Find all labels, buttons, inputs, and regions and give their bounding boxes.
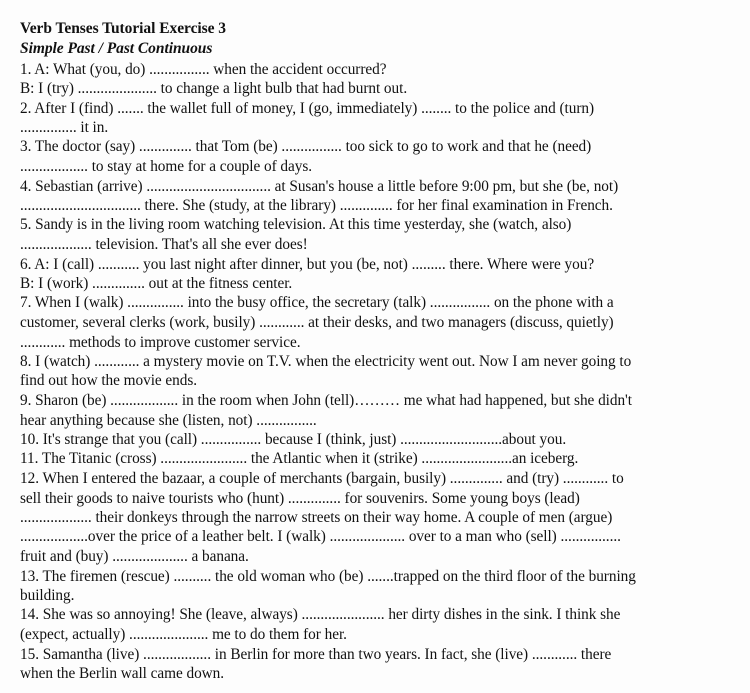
- exercise-line: 1. A: What (you, do) ................ when the accident occurred?: [20, 61, 387, 78]
- exercise-line: 8. I (watch) ............ a mystery movie on T.V. when the electricity went out. Now I am never going to: [20, 353, 632, 370]
- exercise-line: 12. When I entered the bazaar, a couple of merchants (bargain, busily) .............. and (try) ............ to: [20, 470, 624, 487]
- exercise-line: sell their goods to naive tourists who (hunt) .............. for souvenirs. Some young boys (lead): [20, 490, 580, 507]
- exercise-line: B: I (work) .............. out at the fitness center.: [20, 275, 293, 292]
- exercise-line: ............... it in.: [20, 119, 109, 136]
- exercise-line: hear anything because she (listen, not) ................: [20, 412, 317, 429]
- exercise-line: ..................over the price of a leather belt. I (walk) .................... over to a man who (sell) ................: [20, 528, 621, 545]
- exercise-line: ................................ there. She (study, at the library) .............. for her final examination in French.: [20, 197, 613, 214]
- exercise-line: find out how the movie ends.: [20, 372, 198, 389]
- exercise-line: when the Berlin wall came down.: [20, 665, 225, 682]
- exercise-line: B: I (try) ..................... to change a light bulb that had burnt out.: [20, 80, 408, 97]
- worksheet-title: Verb Tenses Tutorial Exercise 3: [20, 20, 227, 37]
- exercise-line: 4. Sebastian (arrive) ................................. at Susan's house a little before 9:00 pm, but she (be, not): [20, 178, 619, 195]
- exercise-line: fruit and (buy) .................... a banana.: [20, 548, 249, 565]
- exercise-line: building.: [20, 587, 75, 604]
- exercise-line: (expect, actually) ..................... me to do them for her.: [20, 626, 347, 643]
- exercise-line: ............ methods to improve customer service.: [20, 334, 301, 351]
- exercise-line: .................. to stay at home for a couple of days.: [20, 158, 313, 175]
- exercise-line: 10. It's strange that you (call) ................ because I (think, just) ...........................about you.: [20, 431, 567, 448]
- exercise-line: 14. She was so annoying! She (leave, always) ...................... her dirty dishes in the sink. I think she: [20, 606, 621, 623]
- exercise-line: 13. The firemen (rescue) .......... the old woman who (be) .......trapped on the third floor of the burning: [20, 568, 636, 585]
- worksheet-subtitle: Simple Past / Past Continuous: [20, 40, 213, 57]
- exercise-line: 7. When I (walk) ............... into the busy office, the secretary (talk) ................ on the phone with a: [20, 294, 614, 311]
- exercise-line: 11. The Titanic (cross) ....................... the Atlantic when it (strike) ........................an iceberg.: [20, 450, 579, 467]
- exercise-line: 3. The doctor (say) .............. that Tom (be) ................ too sick to go to work and that he (need): [20, 138, 592, 155]
- exercise-line: 6. A: I (call) ........... you last night after dinner, but you (be, not) ......... there. Where were you?: [20, 256, 595, 273]
- exercise-line: ................... television. That's all she ever does!: [20, 236, 308, 253]
- exercise-line: ................... their donkeys through the narrow streets on their way home. A couple of men (argue): [20, 509, 613, 526]
- exercise-line: 2. After I (find) ....... the wallet full of money, I (go, immediately) ........ to the police and (turn): [20, 100, 595, 117]
- exercise-line: customer, several clerks (work, busily) ............ at their desks, and two managers (discuss, quietly): [20, 314, 614, 331]
- exercise-line: 5. Sandy is in the living room watching television. At this time yesterday, she (watch, also): [20, 216, 572, 233]
- exercise-line: 15. Samantha (live) .................. in Berlin for more than two years. In fact, she (live) ............ there: [20, 646, 612, 663]
- exercise-line: 9. Sharon (be) .................. in the room when John (tell)……… me what had happened, but she didn't: [20, 392, 632, 409]
